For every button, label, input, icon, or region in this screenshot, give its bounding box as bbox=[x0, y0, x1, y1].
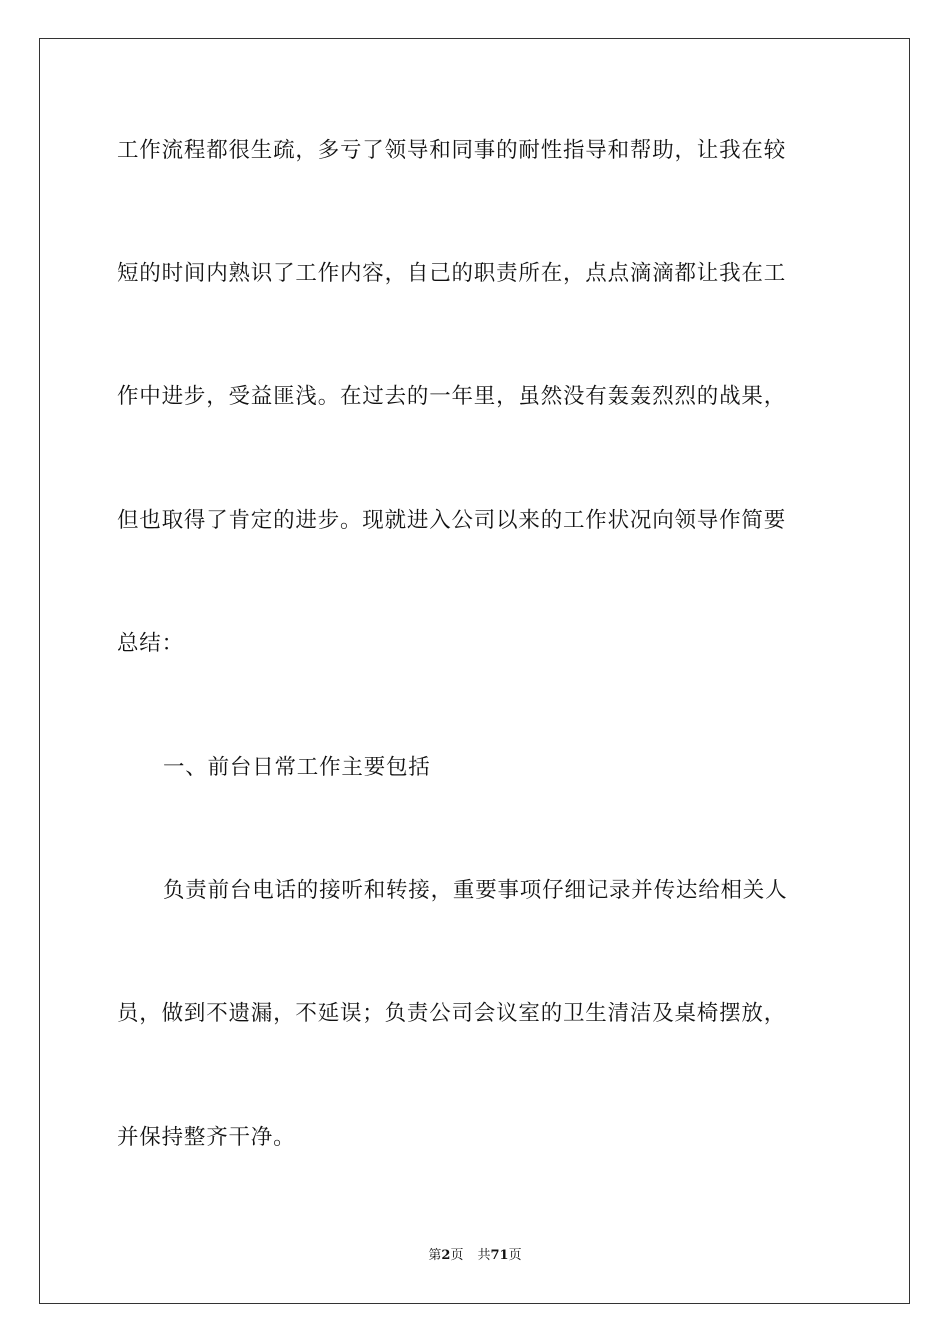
paragraph-line-3: 作中进步，受益匪浅。在过去的一年里，虽然没有轰轰烈烈的战果， bbox=[117, 384, 787, 409]
total-suffix: 页 bbox=[508, 1248, 522, 1263]
paragraph-line-8: 并保持整齐干净。 bbox=[117, 1125, 296, 1150]
page-border bbox=[39, 38, 910, 1304]
paragraph-line-2: 短的时间内熟识了工作内容，自己的职责所在，点点滴滴都让我在工 bbox=[117, 261, 787, 286]
paragraph-line-1: 工作流程都很生疏，多亏了领导和同事的耐性指导和帮助，让我在较 bbox=[117, 138, 787, 163]
page-suffix: 页 bbox=[450, 1248, 464, 1263]
paragraph-line-4: 但也取得了肯定的进步。现就进入公司以来的工作状况向领导作简要 bbox=[117, 508, 787, 533]
total-pages: 71 bbox=[490, 1248, 509, 1263]
section-heading: 一、前台日常工作主要包括 bbox=[163, 755, 431, 780]
total-prefix: 共 bbox=[477, 1248, 491, 1263]
page-number: 2 bbox=[441, 1248, 451, 1263]
paragraph-line-6: 负责前台电话的接听和转接，重要事项仔细记录并传达给相关人 bbox=[163, 878, 788, 903]
paragraph-line-5: 总结： bbox=[117, 631, 184, 656]
paragraph-line-7: 员，做到不遗漏，不延误；负责公司会议室的卫生清洁及桌椅摆放， bbox=[117, 1001, 787, 1026]
page-footer bbox=[0, 1247, 950, 1265]
page-prefix: 第 bbox=[428, 1248, 442, 1263]
